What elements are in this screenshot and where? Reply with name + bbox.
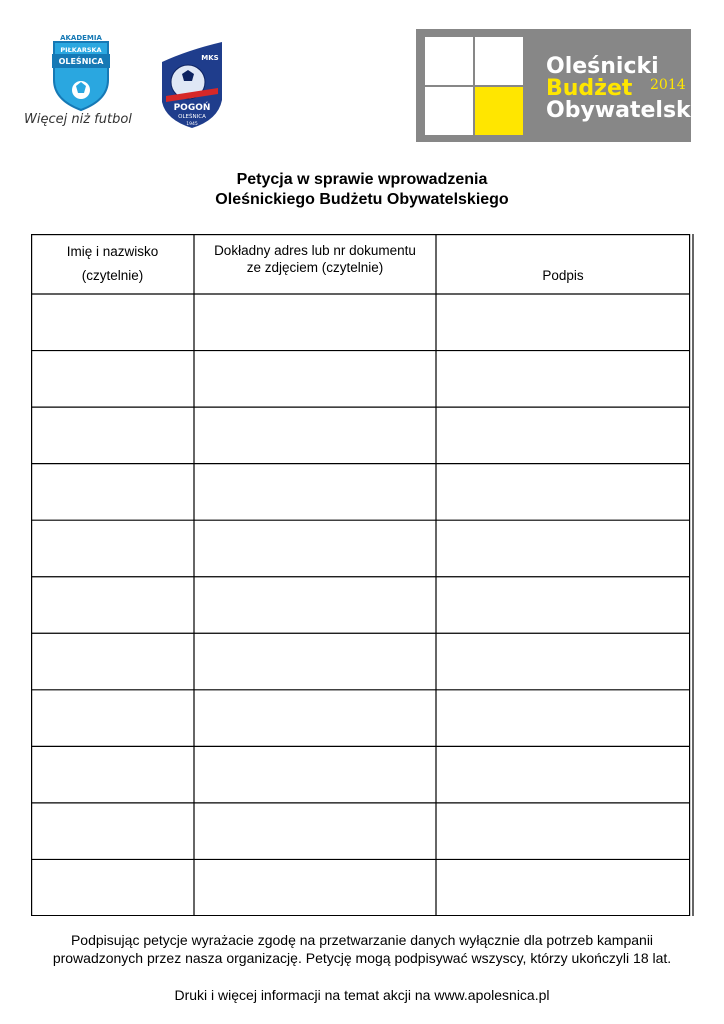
academy-arc-text: AKADEMIA — [60, 34, 102, 42]
logo-square-icon — [425, 87, 473, 135]
info-line: Druki i więcej informacji na temat akcji na www.apolesnica.pl — [174, 987, 550, 1003]
logo-square-icon — [475, 37, 523, 85]
budget-line2: Budżet — [546, 76, 633, 101]
header-address — [194, 242, 436, 276]
budget-line1: Oleśnicki — [546, 54, 659, 79]
header-address-line2: ze zdjęciem (czytelnie) — [246, 260, 384, 275]
page-title-line2: Oleśnickiego Budżetu Obywatelskiego — [215, 191, 509, 208]
header-name-line1: Imię i nazwisko — [66, 244, 159, 259]
academy-line2: OLEŚNICA — [58, 57, 104, 66]
header-signature: Podpis — [542, 268, 584, 283]
academy-crest-icon — [24, 30, 136, 114]
academy-tagline: Więcej niż futbol — [24, 112, 132, 127]
budget-year: 2014 — [650, 77, 686, 93]
petition-table — [31, 234, 694, 916]
logo-square-icon — [425, 37, 473, 85]
academy-line1: PIŁKARSKA — [60, 46, 102, 54]
club-logo — [158, 40, 226, 130]
club-name: POGOŃ — [173, 103, 211, 113]
header-name — [31, 242, 194, 285]
logo-square-yellow-icon — [475, 87, 523, 135]
header-address-line1: Dokładny adres lub nr dokumentu — [214, 243, 416, 258]
budget-logo — [416, 29, 699, 142]
club-top-text: MKS — [201, 54, 219, 62]
header-name-line2: (czytelnie) — [81, 268, 144, 283]
consent-line2: prowadzonych przez nasza organizację. Petycję mogą podpisywać wszyscy, którzy ukończyli 18 lat. — [52, 950, 672, 966]
academy-logo — [24, 30, 136, 130]
club-year: 1945 — [186, 122, 198, 127]
page-title-line1: Petycja w sprawie wprowadzenia — [236, 171, 488, 188]
table-grid — [31, 234, 694, 916]
club-crest-icon — [158, 40, 226, 130]
budget-line3: Obywatelski — [546, 98, 699, 123]
club-city: OLEŚNICA — [178, 114, 206, 120]
consent-line1: Podpisując petycje wyrażacie zgodę na przetwarzanie danych wyłącznie dla potrzeb kampanii — [70, 932, 654, 948]
